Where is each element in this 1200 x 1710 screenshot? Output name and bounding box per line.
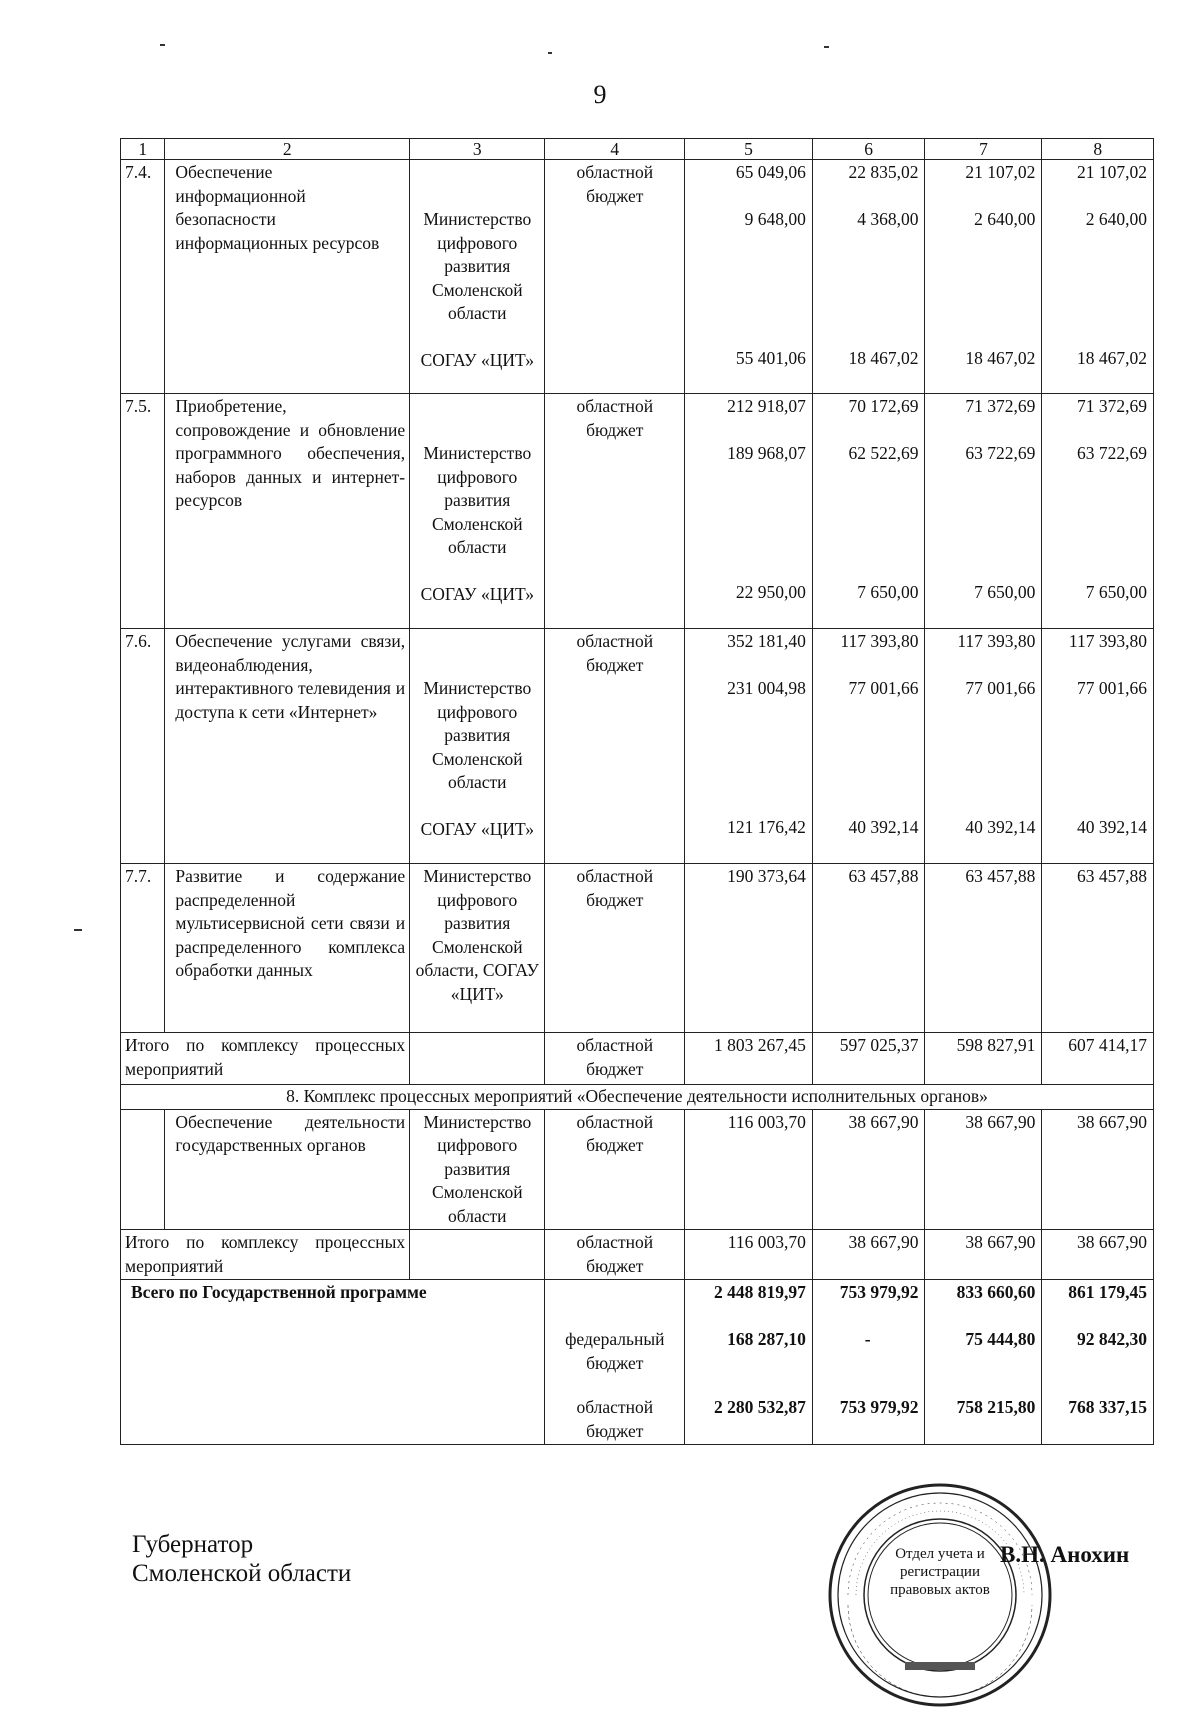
- value-col6: 753 979,92 - 753 979,92: [812, 1280, 925, 1445]
- signatory-region: Смоленской области: [132, 1560, 352, 1587]
- signatory-name: В.Н. Анохин: [1000, 1542, 1130, 1567]
- header-cell: 6: [812, 139, 925, 160]
- value-col5: 352 181,40 231 004,98 121 176,42: [685, 629, 813, 864]
- header-cell: 2: [165, 139, 410, 160]
- scan-speck: [824, 46, 829, 48]
- value-col6: 38 667,90: [812, 1109, 925, 1230]
- scan-speck: [548, 52, 552, 54]
- funding-source: областной бюджет: [545, 394, 685, 629]
- value-col5: 116 003,70: [685, 1230, 813, 1280]
- value-col7: 71 372,69 63 722,69 7 650,00: [925, 394, 1042, 629]
- stamp-center-text: Отдел учета и регистрации правовых актов: [890, 1546, 990, 1598]
- total-label: Итого по комплексу процессных мероприятий: [121, 1033, 410, 1085]
- executor-ministry: Министерство цифрового развития Смоленской области: [423, 443, 532, 557]
- value-col5: 65 049,06 9 648,00 55 401,06: [685, 160, 813, 394]
- total-label: Итого по комплексу процессных мероприятий: [121, 1230, 410, 1280]
- value-col6: 63 457,88: [812, 864, 925, 1033]
- table-row: [121, 864, 1154, 1033]
- value-col5: 190 373,64: [685, 864, 813, 1033]
- value-col8: 38 667,90: [1042, 1230, 1154, 1280]
- funding-source: областной бюджет: [545, 1230, 685, 1280]
- executor-cell: [410, 394, 545, 629]
- scan-speck: [74, 929, 82, 931]
- total-row: [121, 1033, 1154, 1085]
- header-cell: 5: [685, 139, 813, 160]
- value-col7: 38 667,90: [925, 1109, 1042, 1230]
- value-col8: 117 393,80 77 001,66 40 392,14: [1042, 629, 1154, 864]
- header-row: [121, 139, 1154, 160]
- row-number: 7.4.: [121, 160, 165, 394]
- value-col7: 598 827,91: [925, 1033, 1042, 1085]
- measure-name: Обеспечение информационной безопасности информационных ресурсов: [165, 160, 410, 394]
- funding-source: областной бюджет: [545, 1109, 685, 1230]
- funding-source: федеральный бюджет областной бюджет: [545, 1280, 685, 1445]
- table-row: [121, 1109, 1154, 1230]
- row-number: 7.7.: [121, 864, 165, 1033]
- value-col7: 38 667,90: [925, 1230, 1042, 1280]
- value-col8: 63 457,88: [1042, 864, 1154, 1033]
- measure-name: Развитие и содержание распределенной мультисервисной сети связи и распределенного комплекса обработки данных: [165, 864, 410, 1033]
- value-col7: 833 660,60 75 444,80 758 215,80: [925, 1280, 1042, 1445]
- row-number: 7.5.: [121, 394, 165, 629]
- measure-name: Обеспечение деятельности государственных органов: [165, 1109, 410, 1230]
- table-row: [121, 160, 1154, 394]
- header-cell: 4: [545, 139, 685, 160]
- header-cell: 3: [410, 139, 545, 160]
- value-col6: 597 025,37: [812, 1033, 925, 1085]
- funding-source: областной бюджет: [545, 160, 685, 394]
- executor-cell: [410, 160, 545, 394]
- executor-sogau: СОГАУ «ЦИТ»: [420, 583, 534, 604]
- value-col7: 117 393,80 77 001,66 40 392,14: [925, 629, 1042, 864]
- executor-ministry: Министерство цифрового развития Смоленской области: [423, 209, 532, 323]
- total-row: [121, 1230, 1154, 1280]
- row-number: 7.6.: [121, 629, 165, 864]
- value-col8: 861 179,45 92 842,30 768 337,15: [1042, 1280, 1154, 1445]
- header-cell: 1: [121, 139, 165, 160]
- signatory-position: [132, 1530, 351, 1588]
- section-title: 8. Комплекс процессных мероприятий «Обеспечение деятельности исполнительных органов»: [121, 1085, 1154, 1110]
- executor-cell: Министерство цифрового развития Смоленской области: [410, 1109, 545, 1230]
- grand-total-row: [121, 1280, 1154, 1445]
- funding-source: областной бюджет: [545, 629, 685, 864]
- executor-cell: [410, 629, 545, 864]
- measure-name: Обеспечение услугами связи, видеонаблюдения, интерактивного телевидения и доступа к сети «Интернет»: [165, 629, 410, 864]
- executor-ministry: Министерство цифрового развития Смоленской области: [423, 678, 532, 792]
- value-col8: 21 107,02 2 640,00 18 467,02: [1042, 160, 1154, 394]
- value-col8: 38 667,90: [1042, 1109, 1154, 1230]
- value-col5: 212 918,07 189 968,07 22 950,00: [685, 394, 813, 629]
- page-number: 9: [593, 80, 607, 109]
- value-col7: 21 107,02 2 640,00 18 467,02: [925, 160, 1042, 394]
- row-number: [121, 1109, 165, 1230]
- value-col6: 38 667,90: [812, 1230, 925, 1280]
- section-heading-row: [121, 1085, 1154, 1110]
- value-col8: 71 372,69 63 722,69 7 650,00: [1042, 394, 1154, 629]
- funding-source: областной бюджет: [545, 864, 685, 1033]
- executor-sogau: СОГАУ «ЦИТ»: [420, 349, 534, 370]
- executor-sogau: СОГАУ «ЦИТ»: [420, 818, 534, 839]
- value-col6: 70 172,69 62 522,69 7 650,00: [812, 394, 925, 629]
- header-cell: 7: [925, 139, 1042, 160]
- signatory-title: Губернатор: [132, 1531, 254, 1558]
- value-col5: 1 803 267,45: [685, 1033, 813, 1085]
- executor-cell: Министерство цифрового развития Смоленской области, СОГАУ «ЦИТ»: [410, 864, 545, 1033]
- program-table: [120, 138, 1154, 1445]
- value-col5: 2 448 819,97 168 287,10 2 280 532,87: [685, 1280, 813, 1445]
- measure-name: Приобретение, сопровождение и обновление программного обеспечения, наборов данных и интернет-ресурсов: [165, 394, 410, 629]
- value-col7: 63 457,88: [925, 864, 1042, 1033]
- table-row: [121, 629, 1154, 864]
- value-col6: 117 393,80 77 001,66 40 392,14: [812, 629, 925, 864]
- empty-cell: [410, 1230, 545, 1280]
- scan-speck: [160, 44, 165, 46]
- value-col8: 607 414,17: [1042, 1033, 1154, 1085]
- table-row: [121, 394, 1154, 629]
- funding-source: областной бюджет: [545, 1033, 685, 1085]
- empty-cell: [410, 1033, 545, 1085]
- value-col6: 22 835,02 4 368,00 18 467,02: [812, 160, 925, 394]
- grand-total-label: Всего по Государственной программе: [121, 1280, 545, 1445]
- value-col5: 116 003,70: [685, 1109, 813, 1230]
- header-cell: 8: [1042, 139, 1154, 160]
